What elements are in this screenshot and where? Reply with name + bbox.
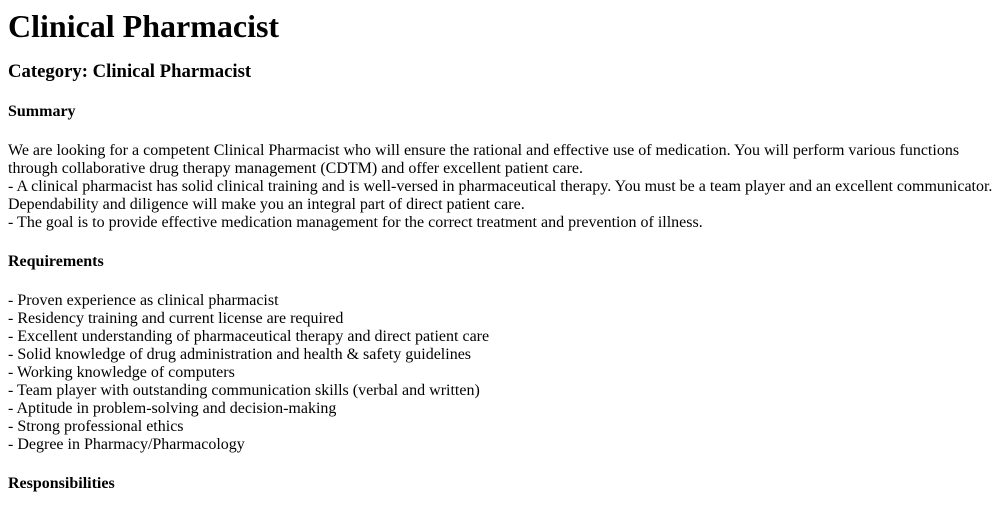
requirement-item: - Residency training and current license are required	[8, 310, 344, 327]
requirement-item: - Proven experience as clinical pharmacist	[8, 292, 279, 309]
responsibilities-heading: Responsibilities	[8, 475, 115, 492]
requirement-item: - Solid knowledge of drug administration and health & safety guidelines	[8, 346, 472, 363]
requirement-item: - Excellent understanding of pharmaceutical therapy and direct patient care	[8, 328, 490, 345]
requirement-item: - Team player with outstanding communication skills (verbal and written)	[8, 382, 480, 399]
category-heading: Category: Clinical Pharmacist	[8, 61, 252, 82]
summary-heading: Summary	[8, 103, 76, 120]
summary-text	[8, 142, 996, 232]
requirement-item: - Strong professional ethics	[8, 418, 184, 435]
page-title: Clinical Pharmacist	[8, 8, 280, 44]
summary-line: - A clinical pharmacist has solid clinical training and is well-versed in pharmaceutical therapy. You must be a team player and an excellent communicator. Dependability and diligence will make you an integral part of direct patient care.	[8, 178, 993, 213]
requirements-heading: Requirements	[8, 253, 104, 270]
requirement-item: - Working knowledge of computers	[8, 364, 235, 381]
requirements-list	[8, 292, 996, 454]
requirement-item: - Degree in Pharmacy/Pharmacology	[8, 436, 245, 453]
requirement-item: - Aptitude in problem-solving and decision-making	[8, 400, 337, 417]
summary-line: - The goal is to provide effective medication management for the correct treatment and prevention of illness.	[8, 214, 703, 231]
summary-line: We are looking for a competent Clinical Pharmacist who will ensure the rational and effective use of medication. You will perform various functions through collaborative drug therapy management (CDTM) and offer excellent patient care.	[8, 142, 960, 177]
